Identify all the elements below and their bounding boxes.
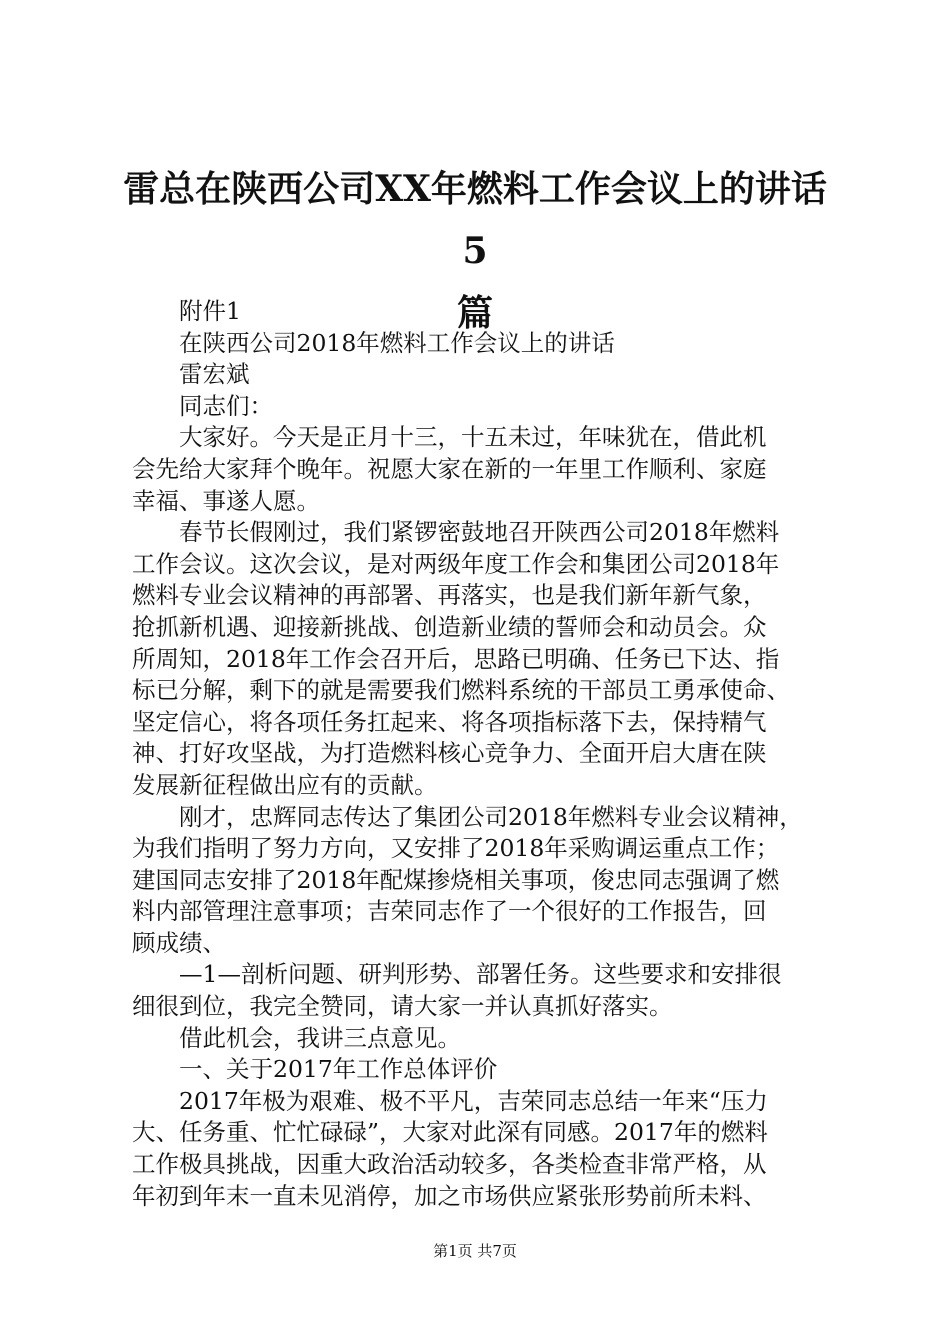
text-line: 工作会议。这次会议，是对两级年度工作会和集团公司2018年 xyxy=(132,549,780,578)
text-line: 大家好。今天是正月十三，十五未过，年味犹在，借此机 xyxy=(179,423,767,452)
text-line: 建国同志安排了2018年配煤掺烧相关事项，俊忠同志强调了燃 xyxy=(132,865,780,894)
title-line-1: 雷总在陕西公司XX年燃料工作会议上的讲话5 xyxy=(123,168,827,272)
text-line: 在陕西公司2018年燃料工作会议上的讲话 xyxy=(179,328,615,357)
title-line-2: 篇 xyxy=(456,292,493,334)
text-line: 幸福、事遂人愿。 xyxy=(132,486,320,515)
page-footer: 第1页 共7页 xyxy=(433,1242,517,1260)
text-line: 工作极具挑战，因重大政治活动较多，各类检查非常严格，从 xyxy=(132,1150,767,1179)
text-line: 刚才，忠辉同志传达了集团公司2018年燃料专业会议精神， xyxy=(179,802,803,831)
text-line: 神、打好攻坚战，为打造燃料核心竞争力、全面开启大唐在陕 xyxy=(132,739,767,768)
text-line: 一、关于2017年工作总体评价 xyxy=(179,1055,498,1084)
text-line: 燃料专业会议精神的再部署、再落实，也是我们新年新气象， xyxy=(132,581,767,610)
text-line: 料内部管理注意事项；吉荣同志作了一个很好的工作报告，回 xyxy=(132,897,767,926)
text-line: 抢抓新机遇、迎接新挑战、创造新业绩的誓师会和动员会。众 xyxy=(132,612,767,641)
text-line: 所周知，2018年工作会召开后，思路已明确、任务已下达、指 xyxy=(132,644,780,673)
text-line: 为我们指明了努力方向，又安排了2018年采购调运重点工作； xyxy=(132,834,780,863)
text-line: 年初到年末一直未见消停，加之市场供应紧张形势前所未料、 xyxy=(132,1181,767,1210)
text-line: 附件1 xyxy=(179,297,241,325)
document-body xyxy=(132,296,832,1212)
text-line: 春节长假刚过，我们紧锣密鼓地召开陕西公司2018年燃料 xyxy=(179,518,780,547)
text-line: 同志们： xyxy=(179,391,273,420)
text-line: 雷宏斌 xyxy=(179,360,250,389)
text-line: 大、任务重、忙忙碌碌”，大家对此深有同感。2017年的燃料 xyxy=(132,1118,768,1147)
text-line: 借此机会，我讲三点意见。 xyxy=(179,1023,461,1052)
text-line: 会先给大家拜个晚年。祝愿大家在新的一年里工作顺利、家庭 xyxy=(132,454,767,483)
text-line: 标已分解，剩下的就是需要我们燃料系统的干部员工勇承使命、 xyxy=(132,676,790,705)
text-line: 细很到位，我完全赞同，请大家一并认真抓好落实。 xyxy=(132,992,673,1021)
text-line: 顾成绩、 xyxy=(132,928,226,957)
text-line: —1—剖析问题、研判形势、部署任务。这些要求和安排很 xyxy=(179,960,782,989)
text-line: 坚定信心，将各项任务扛起来、将各项指标落下去，保持精气 xyxy=(132,707,767,736)
text-line: 发展新征程做出应有的贡献。 xyxy=(132,770,438,799)
text-line: 2017年极为艰难、极不平凡，吉荣同志总结一年来“压力 xyxy=(179,1086,768,1115)
